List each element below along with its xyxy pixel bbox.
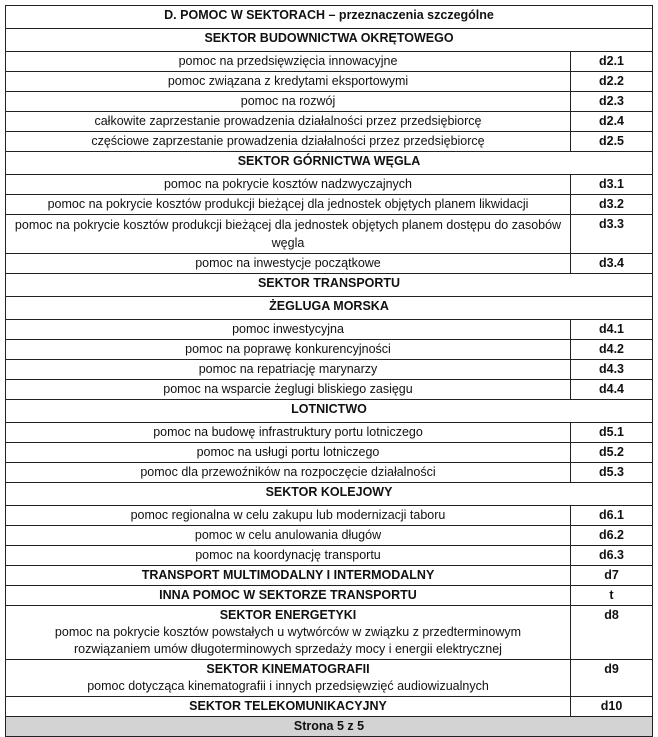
row-code: d6.2: [571, 526, 653, 546]
table-row: [6, 566, 653, 586]
other-transport-label: INNA POMOC W SEKTORZE TRANSPORTU: [6, 586, 571, 606]
row-label: pomoc dla przewoźników na rozpoczęcie działalności: [6, 463, 571, 483]
document-page: [5, 5, 652, 737]
subsection-header-maritime: ŻEGLUGA MORSKA: [6, 297, 653, 320]
row-label: pomoc na rozwój: [6, 92, 571, 112]
section-header-cinematography: SEKTOR KINEMATOGRAFII: [206, 662, 370, 676]
table-row: [6, 423, 653, 443]
subsection-header-row: [6, 400, 653, 423]
row-label: pomoc na repatriację marynarzy: [6, 360, 571, 380]
table-row: [6, 546, 653, 566]
row-code: d7: [571, 566, 653, 586]
footer-row: [6, 717, 653, 737]
table-row: [6, 360, 653, 380]
section-header-row: [6, 152, 653, 175]
energy-line-1: pomoc na pokrycie kosztów powstałych u wytwórców w związku z przedterminowym: [54, 625, 522, 639]
table-row: [6, 112, 653, 132]
section-header-row: [6, 29, 653, 52]
row-code: d10: [571, 697, 653, 717]
table-row: [6, 506, 653, 526]
row-label: pomoc regionalna w celu zakupu lub modernizacji taboru: [6, 506, 571, 526]
section-header-row: [6, 274, 653, 297]
subsection-header-railway: SEKTOR KOLEJOWY: [6, 483, 653, 506]
row-code: d3.1: [571, 175, 653, 195]
row-label: pomoc inwestycyjna: [6, 320, 571, 340]
table-row: [6, 606, 653, 660]
row-code: d2.4: [571, 112, 653, 132]
row-label: pomoc na poprawę konkurencyjności: [6, 340, 571, 360]
aid-sectors-table: [5, 5, 653, 737]
table-row: [6, 92, 653, 112]
row-label: częściowe zaprzestanie prowadzenia działalności przez przedsiębiorcę: [6, 132, 571, 152]
table-row: [6, 320, 653, 340]
table-row: [6, 660, 653, 697]
row-label: pomoc na budowę infrastruktury portu lotniczego: [6, 423, 571, 443]
section-header-shipbuilding: SEKTOR BUDOWNICTWA OKRĘTOWEGO: [6, 29, 653, 52]
row-code: d2.5: [571, 132, 653, 152]
section-header-energy: SEKTOR ENERGETYKI: [219, 608, 357, 622]
table-row: [6, 380, 653, 400]
row-code: d4.3: [571, 360, 653, 380]
subsection-header-row: [6, 297, 653, 320]
cinema-cell: [6, 660, 571, 697]
row-code: d3.4: [571, 254, 653, 274]
table-row: [6, 463, 653, 483]
row-code: d4.1: [571, 320, 653, 340]
table-row: [6, 195, 653, 215]
row-label: pomoc na usługi portu lotniczego: [6, 443, 571, 463]
energy-cell: [6, 606, 571, 660]
table-row: [6, 586, 653, 606]
row-code: d6.1: [571, 506, 653, 526]
multimodal-label: TRANSPORT MULTIMODALNY I INTERMODALNY: [6, 566, 571, 586]
table-row: [6, 443, 653, 463]
section-header-coal-mining: SEKTOR GÓRNICTWA WĘGLA: [6, 152, 653, 175]
row-code: d2.1: [571, 52, 653, 72]
row-code: d8: [571, 606, 653, 660]
row-code: d4.4: [571, 380, 653, 400]
row-code: d3.3: [571, 215, 653, 254]
row-label: pomoc na pokrycie kosztów produkcji bieżącej dla jednostek objętych planem likwidacji: [6, 195, 571, 215]
table-row: [6, 175, 653, 195]
page-number: Strona 5 z 5: [6, 717, 653, 737]
table-title: D. POMOC W SEKTORACH – przeznaczenia szczególne: [6, 6, 653, 29]
row-code: d5.3: [571, 463, 653, 483]
table-row: [6, 132, 653, 152]
row-code: d4.2: [571, 340, 653, 360]
row-code: d2.3: [571, 92, 653, 112]
row-code: d5.1: [571, 423, 653, 443]
row-label: pomoc na przedsięwzięcia innowacyjne: [6, 52, 571, 72]
row-label: pomoc na pokrycie kosztów produkcji bieżącej dla jednostek objętych planem dostępu do zasobów węgla: [6, 215, 571, 254]
subsection-header-row: [6, 483, 653, 506]
section-header-telecom: SEKTOR TELEKOMUNIKACYJNY: [6, 697, 571, 717]
cinema-line-1: pomoc dotycząca kinematografii i innych przedsięwzięć audiowizualnych: [87, 679, 489, 693]
title-row: [6, 6, 653, 29]
row-code: d5.2: [571, 443, 653, 463]
row-code: d9: [571, 660, 653, 697]
table-row: [6, 526, 653, 546]
row-label: pomoc na inwestycje początkowe: [6, 254, 571, 274]
row-label: pomoc na koordynację transportu: [6, 546, 571, 566]
row-label: pomoc na pokrycie kosztów nadzwyczajnych: [6, 175, 571, 195]
row-code: d6.3: [571, 546, 653, 566]
row-label: całkowite zaprzestanie prowadzenia działalności przez przedsiębiorcę: [6, 112, 571, 132]
row-code: d3.2: [571, 195, 653, 215]
table-row: [6, 215, 653, 254]
subsection-header-aviation: LOTNICTWO: [6, 400, 653, 423]
row-code: t: [571, 586, 653, 606]
section-header-transport: SEKTOR TRANSPORTU: [6, 274, 653, 297]
table-row: [6, 52, 653, 72]
row-label: pomoc w celu anulowania długów: [6, 526, 571, 546]
energy-line-2: rozwiązaniem umów długoterminowych sprzedaży mocy i energii elektrycznej: [74, 642, 502, 656]
table-row: [6, 697, 653, 717]
table-row: [6, 72, 653, 92]
row-code: d2.2: [571, 72, 653, 92]
row-label: pomoc związana z kredytami eksportowymi: [6, 72, 571, 92]
table-row: [6, 340, 653, 360]
row-label: pomoc na wsparcie żeglugi bliskiego zasięgu: [6, 380, 571, 400]
table-row: [6, 254, 653, 274]
